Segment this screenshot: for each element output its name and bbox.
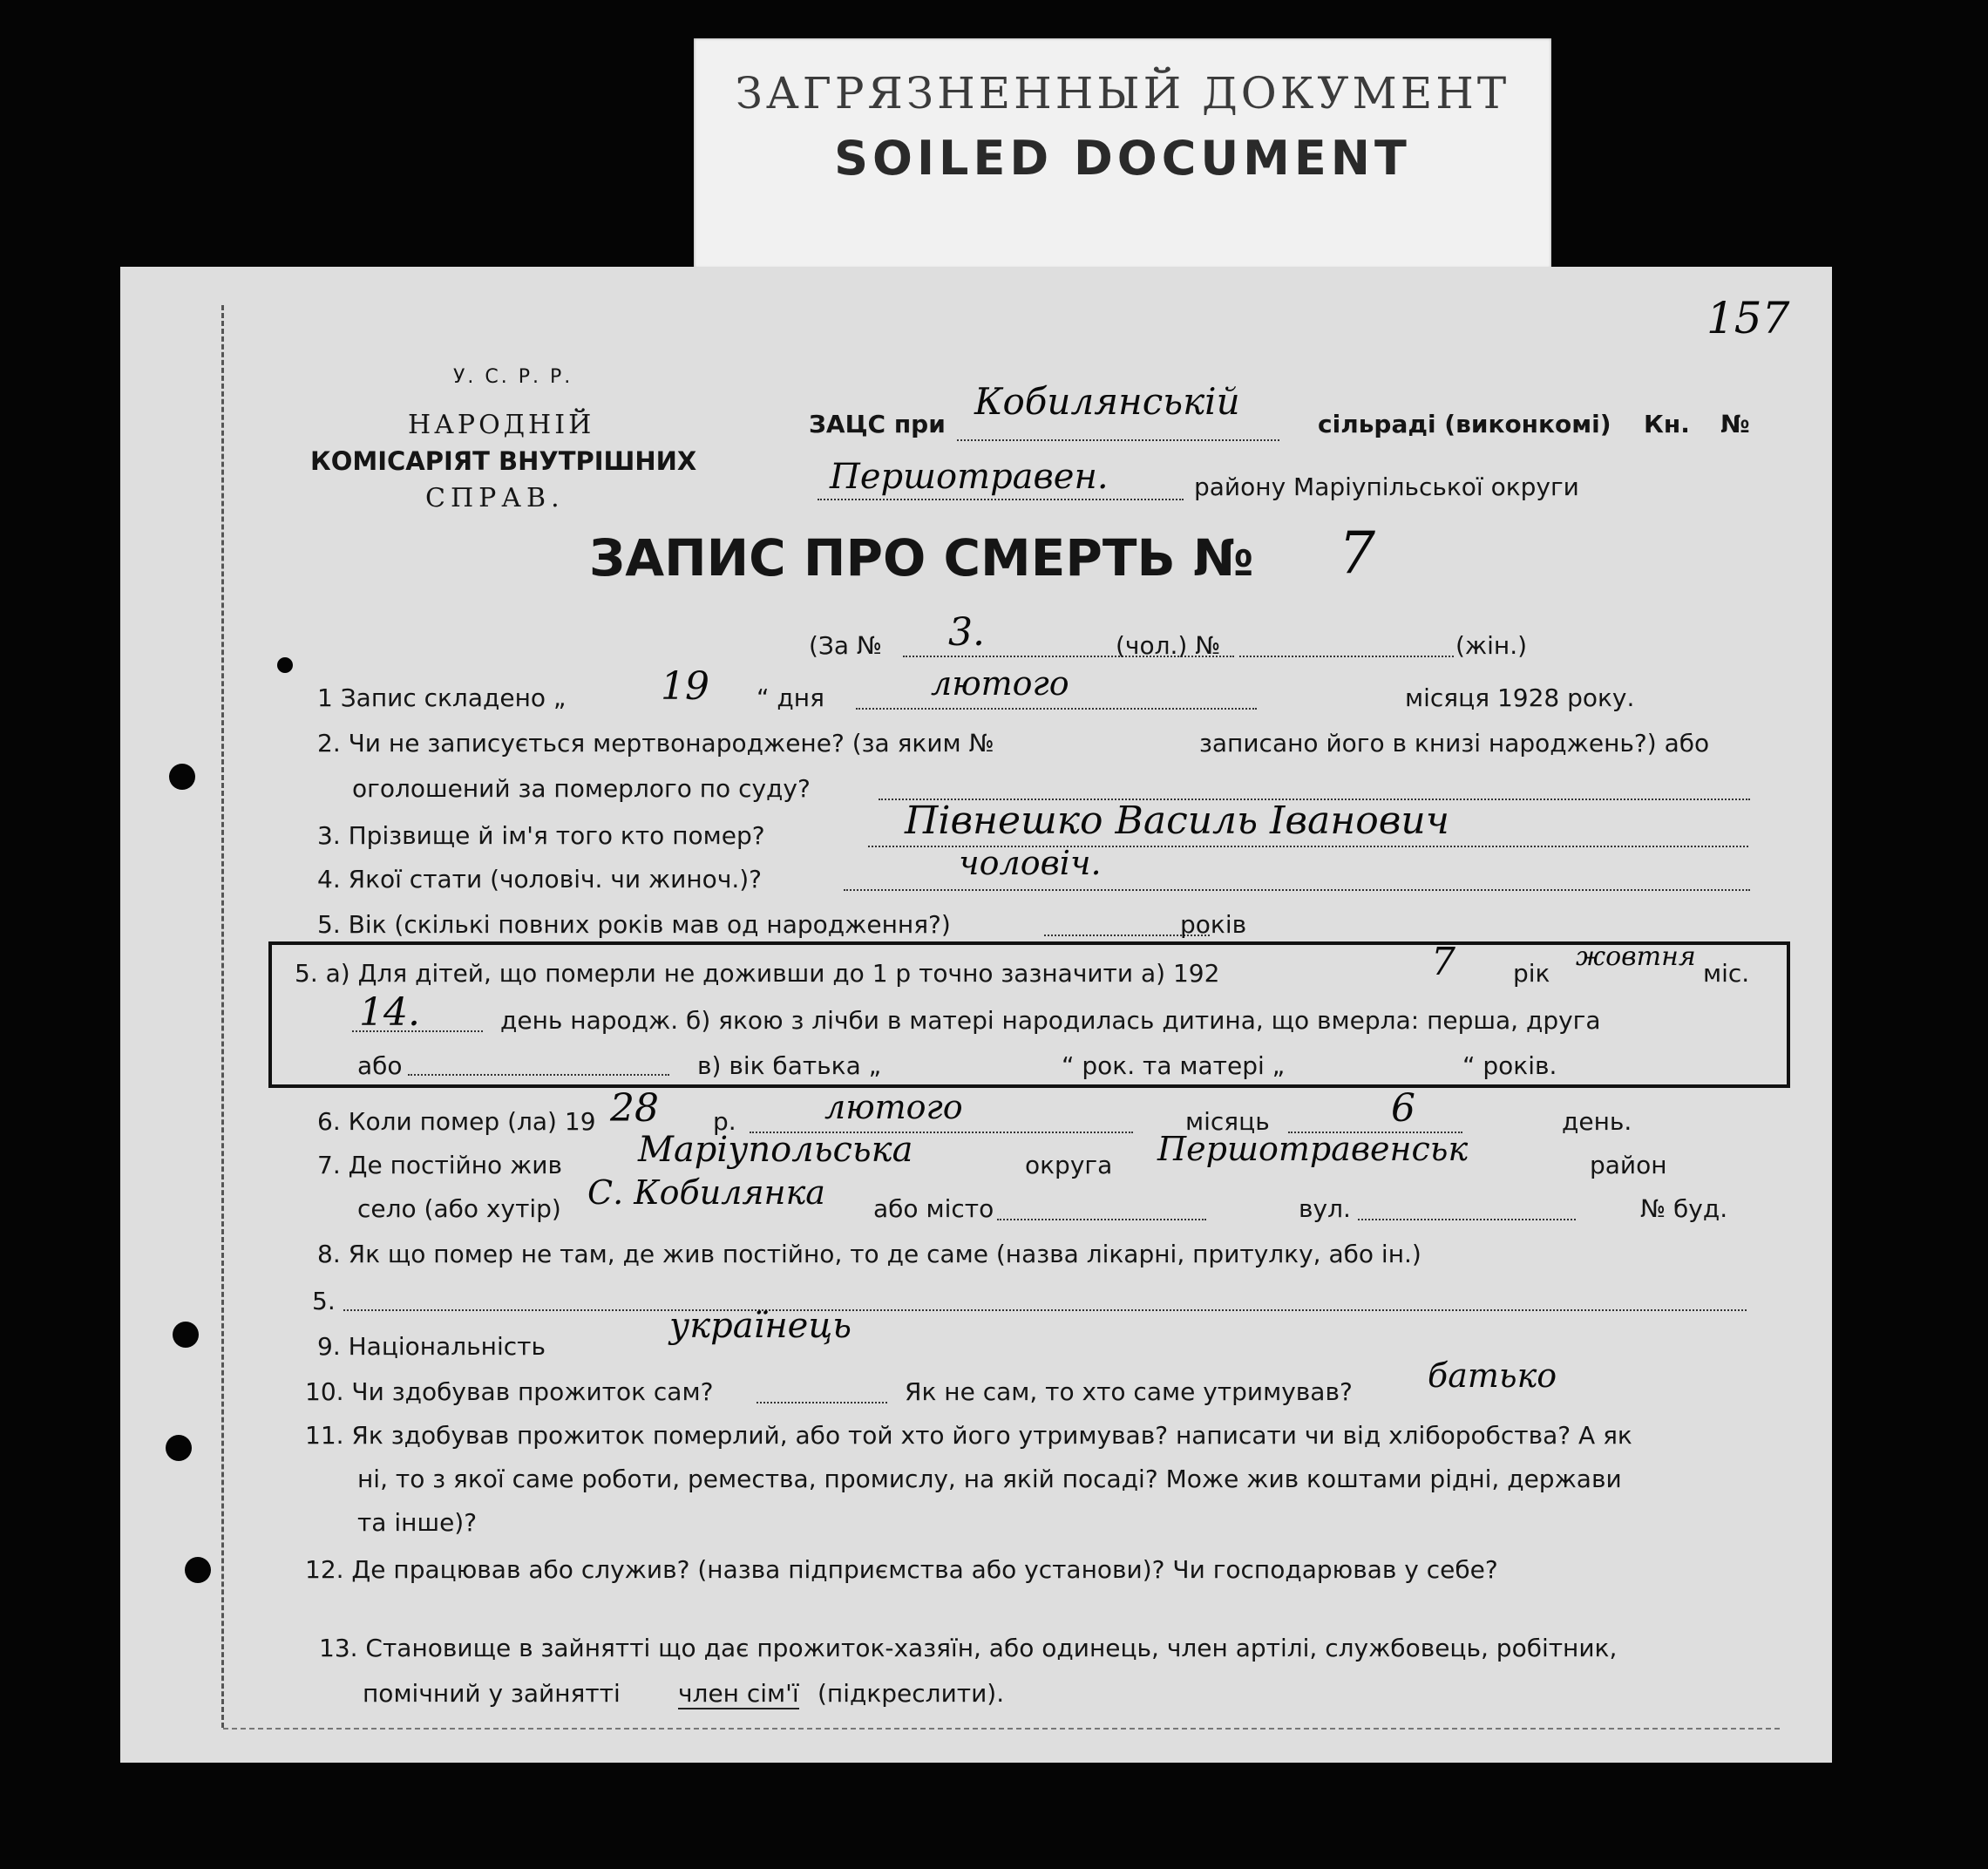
row6-mis: місяць (1185, 1107, 1270, 1136)
box-mother: “ рок. та матері „ (1062, 1051, 1286, 1080)
row7b-misto-field (997, 1219, 1206, 1220)
row5-label: 5. Вік (скількі повних років мав од народження?) (317, 910, 951, 939)
row3-value: Півнешко Василь Іванович (905, 799, 1450, 843)
page-title: ЗАПИС ПРО СМЕРТЬ № (589, 528, 1254, 588)
zhin-label: (жін.) (1455, 631, 1528, 660)
row8-num: 5. (312, 1287, 336, 1315)
soiled-document-stamp (694, 38, 1551, 268)
zags-post: сільраді (виконкомі) (1318, 410, 1611, 438)
punch-hole (185, 1557, 211, 1583)
row7b-vul: вул. (1299, 1194, 1351, 1223)
row9-label: 9. Національність (317, 1332, 546, 1361)
stamp-text-ru: ЗАГРЯЗНЕННЫЙ ДОКУМЕНТ (735, 68, 1510, 119)
row2-line1b: записано його в книзі народжень?) або (1199, 729, 1710, 758)
box-month: жовтня (1576, 941, 1696, 972)
death-record-form (120, 267, 1832, 1763)
district-post: району Маріупільської округи (1194, 472, 1579, 501)
box-line1: 5. а) Для дітей, що померли не доживши до 1 р точно зазначити а) 192 (295, 959, 1220, 988)
box-abo: або (357, 1051, 403, 1080)
row12-label: 12. Де працював або служив? (назва підприємства або установи)? Чи господарював у себе? (305, 1555, 1498, 1584)
box-mis: міс. (1703, 959, 1750, 988)
punch-hole (169, 764, 195, 790)
row7-okruha-value: Маріупольська (638, 1130, 913, 1170)
row1-mid: “ дня (757, 683, 824, 712)
row8-field (343, 1309, 1747, 1311)
za-label: (За № (809, 631, 883, 660)
zhin-field (1239, 656, 1454, 657)
row10-field (757, 1402, 887, 1403)
row4-field (844, 889, 1750, 891)
row6-year: 28 (610, 1086, 659, 1131)
zags-field (957, 439, 1279, 441)
row6-den: день. (1562, 1107, 1632, 1136)
row7-label: 7. Де постійно жив (317, 1151, 562, 1179)
row7b-selo-value: С. Кобилянка (587, 1173, 825, 1212)
box-day: 14. (359, 990, 420, 1035)
box-year: 7 (1431, 940, 1455, 984)
row11-line3: та інше)? (357, 1508, 478, 1537)
punch-hole (166, 1435, 192, 1461)
header-org-line1: НАРОДНІЙ (408, 410, 595, 440)
stamp-text-en: SOILED DOCUMENT (834, 131, 1411, 186)
row1-day: 19 (661, 664, 709, 709)
punch-hole (173, 1322, 199, 1348)
bottom-tear-line (223, 1728, 1780, 1730)
row1-label: 1 Запис складено „ (317, 683, 567, 712)
district-field (818, 499, 1184, 500)
row1-month-field (856, 708, 1257, 710)
record-number: 7 (1339, 520, 1375, 587)
sheet-number: 157 (1706, 293, 1790, 343)
row1-month: лютого (931, 664, 1069, 703)
row7b-vul-field (1358, 1219, 1576, 1220)
za-value: 3. (948, 610, 985, 655)
row3-label: 3. Прізвище й ім'я того кто помер? (317, 821, 765, 850)
row7-rayon-value: Першотравенськ (1157, 1130, 1469, 1168)
kn-no-label: № (1720, 410, 1750, 438)
row13-line2-post: (підкреслити). (818, 1679, 1005, 1708)
box-abo-field (408, 1074, 669, 1076)
row13-underlined-option: член сім'ї (678, 1679, 799, 1708)
district-value: Першотравен. (830, 457, 1109, 497)
zags-label: ЗАЦС при (809, 410, 946, 438)
row11-line1: 11. Як здобував прожиток померлий, або той хто його утримував? написати чи від хліборобства? А як (305, 1421, 1632, 1450)
row7b-misto: або місто (873, 1194, 994, 1223)
row6-r: р. (713, 1107, 736, 1136)
kn-label: Кн. (1644, 410, 1690, 438)
header-org-line3: СПРАВ. (425, 483, 565, 513)
row1-tail: місяця 1928 року. (1405, 683, 1635, 712)
row11-line2: ні, то з якої саме роботи, ремества, промислу, на якій посаді? Може жив коштами рідні, держави (357, 1465, 1622, 1493)
row7b-bud: № буд. (1640, 1194, 1728, 1223)
header-ussr: У. С. Р. Р. (453, 366, 573, 388)
box-rik: рік (1513, 959, 1550, 988)
row7b-label: село (або хутір) (357, 1194, 561, 1223)
row7-okruha: округа (1025, 1151, 1113, 1179)
row7-rayon: район (1590, 1151, 1667, 1179)
header-org-line2: КОМІСАРІЯТ ВНУТРІШНИХ (310, 446, 697, 476)
zags-value: Кобилянській (974, 380, 1240, 423)
row10-label: 10. Чи здобував прожиток сам? (305, 1377, 714, 1406)
row4-value: чоловіч. (959, 844, 1102, 882)
chol-label: (чол.) № (1116, 631, 1221, 660)
row2-line2: оголошений за померлого по суду? (352, 774, 811, 803)
box-line2: день народж. б) якою з лічби в матері народилась дитина, що вмерла: перша, друга (500, 1006, 1601, 1035)
row13-line2-pre: помічний у зайнятті (363, 1679, 621, 1708)
box-rokiv: “ років. (1462, 1051, 1557, 1080)
row4-label: 4. Якої стати (чоловіч. чи жиноч.)? (317, 865, 763, 894)
row6-label: 6. Коли помер (ла) 19 (317, 1107, 596, 1136)
row10-value: батько (1428, 1356, 1557, 1395)
row6-day: 6 (1391, 1086, 1415, 1131)
punch-hole (277, 657, 293, 673)
row8-label: 8. Як що помер не там, де жив постійно, то де саме (назва лікарні, притулку, або ін.) (317, 1240, 1421, 1268)
row5-tail: років (1180, 910, 1247, 939)
box-day-field (352, 1030, 483, 1032)
row10-mid: Як не сам, то хто саме утримував? (905, 1377, 1353, 1406)
row9-value: українець (669, 1306, 852, 1346)
row2-line1a: 2. Чи не записується мертвонароджене? (за яким № (317, 729, 994, 758)
fold-line (221, 305, 224, 1728)
row13-line1: 13. Становище в зайнятті що дає прожиток-хазяїн, або одинець, член артілі, службовець, робітник, (319, 1634, 1618, 1662)
box-father: в) вік батька „ (697, 1051, 882, 1080)
row6-month: лютого (824, 1088, 963, 1126)
